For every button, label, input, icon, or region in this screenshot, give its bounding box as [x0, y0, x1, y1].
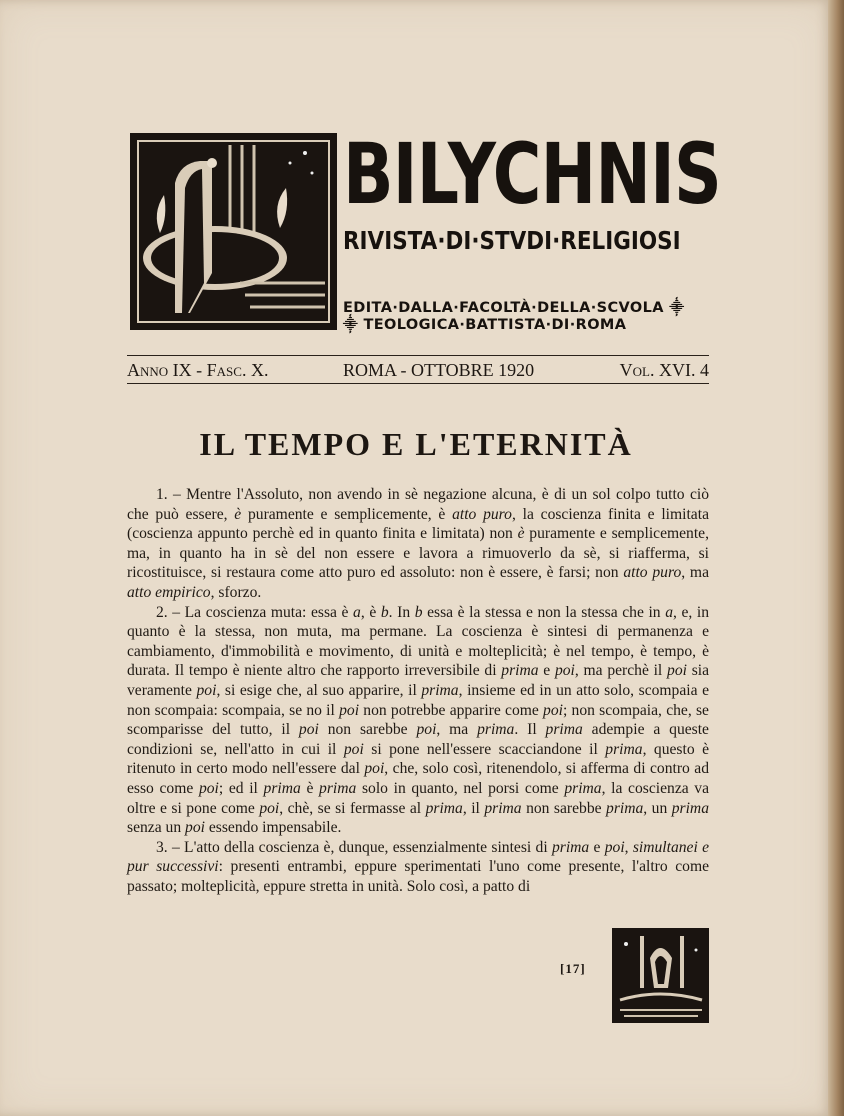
paragraph-2: 2. – La coscienza muta: essa è a, è b. In b essa è la stessa e non la stessa che in a, e, in quanto è la stessa, non muta, ma permane. La coscienza è sintesi di permanenza e cambiamento, d'immobilità e movimento, di unità e molteplicità; è nel tempo, è tempo, è durata. Il tempo è niente altro che rapporto irreversibile di prima e poi, ma perchè il poi sia veramente poi, si esige che, al suo apparire, il prima, insieme ed in un atto solo, scompaia e non scompaia: scompaia, se no il poi non potrebbe apparire come poi; non scompaia, che, se scomparisse del tutto, il poi non sarebbe poi, ma prima. Il prima adempie a queste condizioni se, nell'atto in cui il poi si pone nell'essere scacciandone il prima, questo è ritenuto in certo modo nell'essere dal poi, che, solo così, ritenendolo, si afferma di contro ad esso come poi; ed il prima è prima solo in quanto, nel porsi come prima, la coscienza va oltre e si pone come poi, chè, se si fermasse al prima, il prima non sarebbe prima, un prima senza un poi essendo impensabile.	[127, 603, 710, 837]
page-number: [17]	[560, 961, 586, 976]
journal-subtitle: RIVISTA·DI·STVDI·RELIGIOSI	[343, 226, 681, 255]
publisher-line-1: EDITA·DALLA·FACOLTÀ·DELLA·SCVOLA	[343, 300, 664, 316]
volume-number: Vol. XVI. 4	[619, 360, 709, 380]
paragraph-1: 1. – Mentre l'Assoluto, non avendo in sè negazione alcuna, è di un sol colpo tutto ciò che può essere, è puramente e semplicemente, è atto puro, la coscienza finita e limitata (coscienza appunto perchè ed in quanto finita e limitata) non è puramente e semplicemente, ma, in quanto ha in sè del non essere e lavora a rimuoverlo da sè, si riafferma, si ricostituisce, si restaura come atto puro ed assoluto: non è essere, è farsi; non atto puro, ma atto empirico, sforzo.	[127, 486, 709, 601]
place-date: ROMA - OTTOBRE 1920	[343, 360, 535, 380]
issue-info-bar	[127, 358, 709, 382]
volume-issue: Anno IX - Fasc. X.	[127, 360, 269, 380]
flourish-ornament-icon: ⸎	[669, 300, 685, 316]
flourish-ornament-icon: ⸎	[343, 317, 358, 333]
header-rule-bottom	[127, 383, 709, 384]
lamp-woodcut-illustration	[130, 133, 337, 330]
article-title: IL TEMPO E L'ETERNITÀ	[199, 426, 633, 462]
publisher-info	[343, 300, 684, 334]
journal-title: BILYCHNIS	[343, 125, 722, 223]
article-body	[127, 485, 709, 896]
publisher-line-2: TEOLOGICA·BATTISTA·DI·ROMA	[363, 317, 627, 333]
header-rule-top	[127, 355, 709, 356]
paragraph-3: 3. – L'atto della coscienza è, dunque, essenzialmente sintesi di prima e poi, simultanei e pur successivi: presenti entrambi, eppure sperimentati l'uno come presente, l'altro come passato; molteplicità, eppure stretta in unità. Solo così, a patto di	[127, 838, 710, 895]
lamp-vignette-illustration	[612, 928, 709, 1023]
page-edge	[828, 0, 844, 1116]
